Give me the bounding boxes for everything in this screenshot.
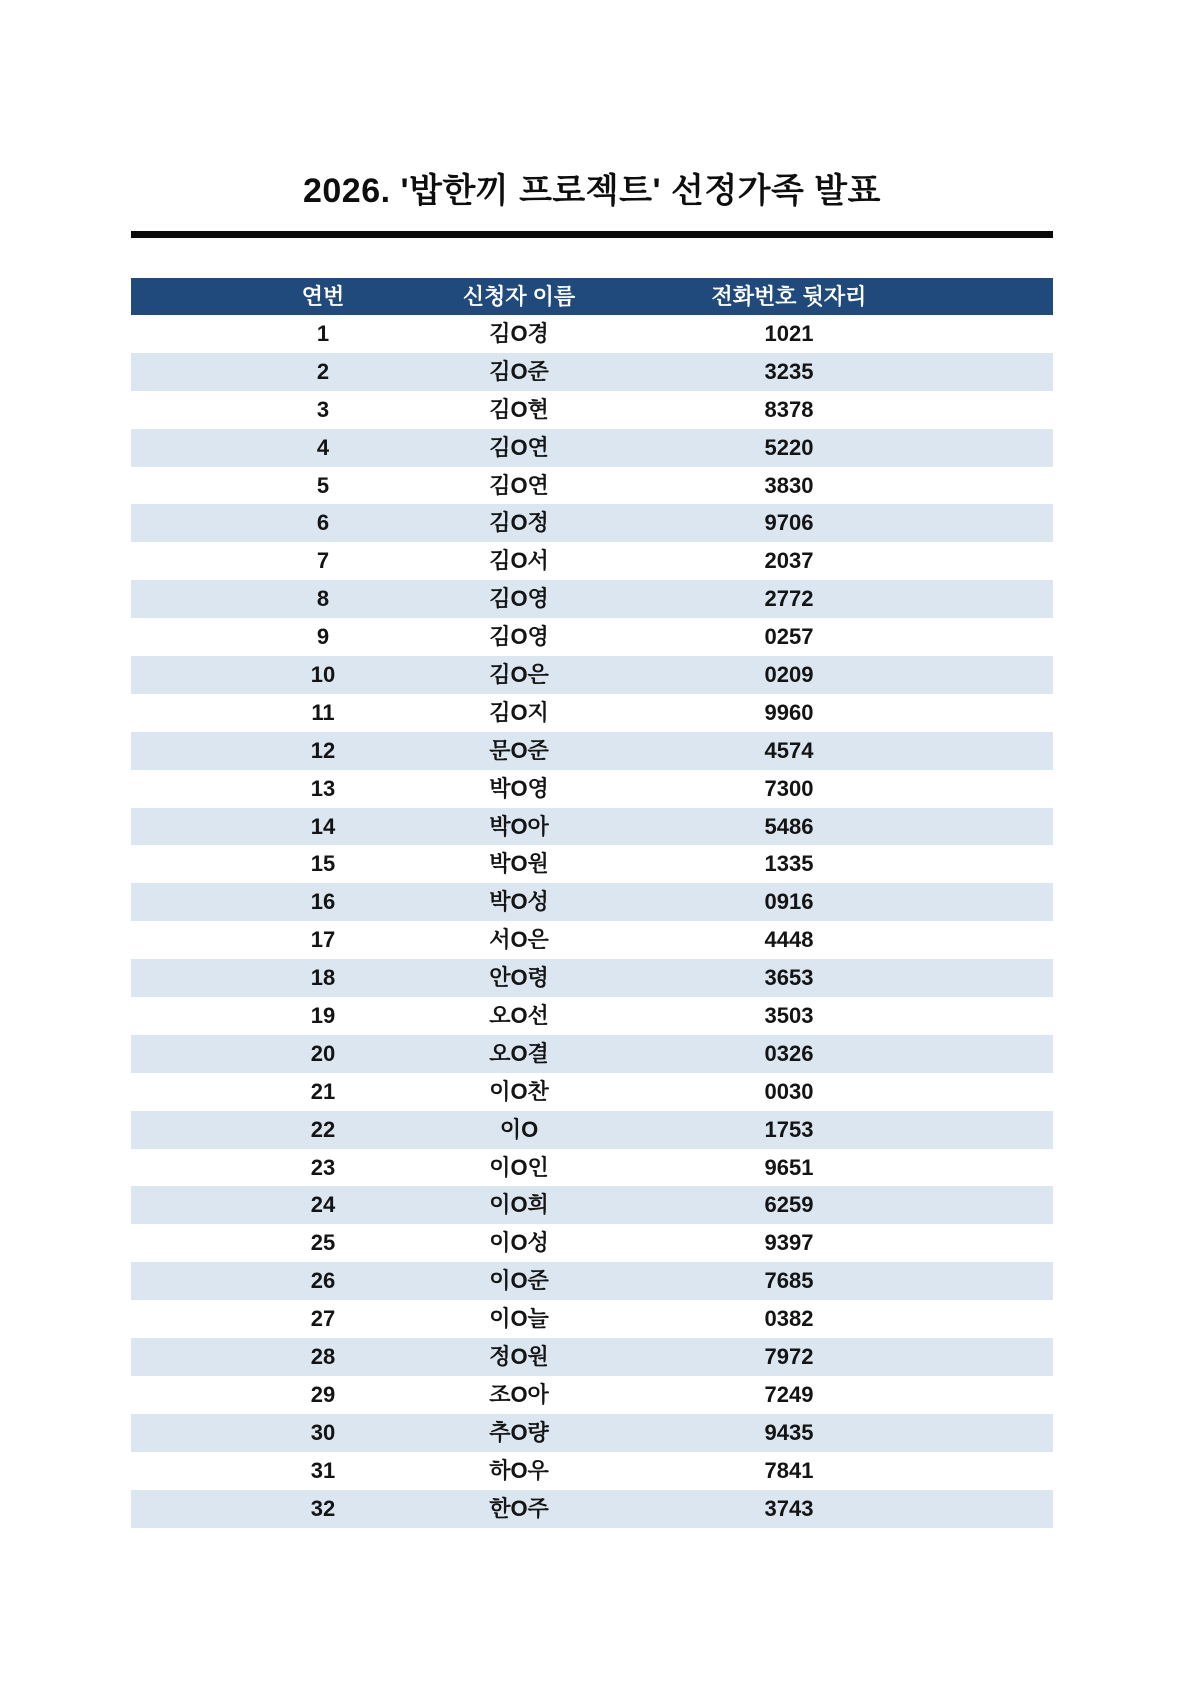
table-row (131, 467, 1053, 505)
cell-name: 이O (499, 1116, 539, 1142)
table-row (131, 542, 1053, 580)
cell-name: 하O우 (489, 1457, 549, 1483)
cell-name: 김O준 (489, 358, 549, 384)
cell-name: 오O선 (489, 1003, 549, 1029)
cell-serial: 20 (310, 1040, 336, 1066)
cell-serial: 14 (310, 813, 336, 839)
table-row (131, 1035, 1053, 1073)
cell-serial: 11 (311, 699, 335, 725)
table-row (131, 391, 1053, 429)
cell-serial: 15 (310, 851, 336, 877)
cell-phone: 0030 (764, 1078, 814, 1104)
table-row (131, 580, 1053, 618)
cell-name: 김O연 (489, 434, 549, 460)
cell-serial: 12 (310, 737, 336, 763)
cell-name: 박O영 (489, 775, 549, 801)
cell-serial: 9 (316, 624, 330, 650)
cell-name: 이O성 (489, 1230, 549, 1256)
cell-phone: 1021 (764, 321, 814, 346)
cell-serial: 26 (310, 1268, 336, 1294)
cell-serial: 24 (310, 1192, 336, 1218)
cell-name: 안O령 (489, 965, 549, 991)
cell-phone: 9397 (764, 1230, 814, 1256)
cell-phone: 7685 (764, 1268, 814, 1294)
col-header-serial: 연번 (301, 284, 345, 309)
cell-name: 문O준 (489, 737, 549, 763)
cell-phone: 7249 (764, 1381, 814, 1407)
table-row (131, 1111, 1053, 1149)
cell-name: 이O찬 (489, 1078, 549, 1104)
cell-phone: 3830 (764, 472, 814, 498)
cell-serial: 10 (310, 662, 336, 688)
cell-serial: 13 (310, 775, 336, 801)
cell-serial: 1 (316, 321, 330, 346)
cell-name: 김O현 (489, 396, 549, 422)
cell-phone: 6259 (764, 1192, 814, 1218)
cell-name: 김O연 (489, 472, 549, 498)
table-row (131, 959, 1053, 997)
cell-phone: 2037 (764, 548, 814, 574)
table-row (131, 1186, 1053, 1224)
cell-phone: 3503 (764, 1003, 814, 1029)
cell-serial: 3 (316, 396, 330, 422)
cell-name: 이O희 (489, 1192, 549, 1218)
cell-name: 김O지 (489, 699, 549, 725)
cell-serial: 22 (310, 1116, 336, 1142)
table-row (131, 1262, 1053, 1300)
table-row (131, 1490, 1053, 1528)
cell-phone: 0916 (764, 889, 814, 915)
cell-phone: 1753 (764, 1116, 814, 1142)
table-row (131, 732, 1053, 770)
cell-serial: 25 (310, 1230, 336, 1256)
cell-phone: 9960 (764, 699, 814, 725)
table-header-row (131, 278, 1053, 315)
cell-serial: 31 (310, 1457, 336, 1483)
cell-name: 조O아 (489, 1381, 549, 1407)
cell-phone: 5486 (764, 813, 814, 839)
table-row (131, 1414, 1053, 1452)
table-row (131, 429, 1053, 467)
cell-name: 한O주 (489, 1495, 549, 1521)
cell-phone: 9435 (764, 1419, 814, 1445)
cell-name: 서O은 (489, 927, 549, 953)
table-row (131, 315, 1053, 353)
cell-serial: 19 (310, 1003, 336, 1029)
cell-serial: 8 (316, 586, 330, 612)
cell-name: 이O준 (489, 1268, 549, 1294)
cell-name: 정O원 (489, 1344, 549, 1370)
table-row (131, 845, 1053, 883)
cell-serial: 23 (310, 1154, 336, 1180)
table-row (131, 1338, 1053, 1376)
cell-name: 박O아 (489, 813, 549, 839)
table-row (131, 1224, 1053, 1262)
cell-name: 추O량 (489, 1419, 549, 1445)
table-body (131, 315, 1053, 1528)
cell-name: 이O늘 (489, 1306, 549, 1332)
cell-phone: 5220 (764, 434, 814, 460)
table-row (131, 921, 1053, 959)
cell-serial: 32 (310, 1495, 336, 1521)
table-row (131, 997, 1053, 1035)
cell-name: 김O영 (489, 586, 549, 612)
cell-phone: 2772 (764, 586, 814, 612)
cell-phone: 1335 (764, 851, 814, 877)
cell-phone: 3743 (764, 1495, 814, 1521)
cell-phone: 4448 (764, 927, 814, 953)
table-row (131, 770, 1053, 808)
cell-phone: 3235 (764, 358, 814, 384)
table-row (131, 808, 1053, 846)
cell-name: 김O정 (489, 510, 549, 536)
cell-phone: 8378 (764, 396, 814, 422)
cell-name: 박O원 (489, 851, 549, 877)
cell-phone: 7841 (764, 1457, 814, 1483)
cell-phone: 9706 (764, 510, 814, 536)
cell-serial: 6 (316, 510, 330, 536)
cell-phone: 0257 (764, 624, 814, 650)
table-row (131, 618, 1053, 656)
cell-name: 박O성 (489, 889, 549, 915)
title-divider (131, 231, 1053, 238)
cell-serial: 30 (310, 1419, 336, 1445)
table-row (131, 694, 1053, 732)
cell-serial: 2 (316, 358, 330, 384)
cell-phone: 9651 (764, 1154, 814, 1180)
cell-serial: 17 (310, 927, 336, 953)
cell-phone: 0209 (764, 662, 814, 688)
cell-serial: 29 (310, 1381, 336, 1407)
cell-phone: 4574 (764, 737, 814, 763)
cell-serial: 27 (310, 1306, 336, 1332)
cell-serial: 5 (316, 472, 330, 498)
cell-serial: 18 (310, 965, 336, 991)
cell-phone: 7972 (764, 1344, 814, 1370)
table-row (131, 1149, 1053, 1187)
table-row (131, 883, 1053, 921)
cell-serial: 28 (310, 1344, 336, 1370)
cell-name: 김O은 (489, 662, 549, 688)
selected-families-table (131, 278, 1053, 1528)
cell-phone: 0382 (764, 1306, 814, 1332)
table-row (131, 1452, 1053, 1490)
table-row (131, 353, 1053, 391)
table-row (131, 1300, 1053, 1338)
cell-serial: 21 (310, 1078, 336, 1104)
cell-phone: 0326 (764, 1040, 814, 1066)
cell-serial: 16 (310, 889, 336, 915)
cell-phone: 3653 (764, 965, 814, 991)
page-title: 2026. '밥한끼 프로젝트' 선정가족 발표 (302, 172, 881, 210)
cell-phone: 7300 (764, 775, 814, 801)
table-row (131, 1073, 1053, 1111)
cell-name: 김O서 (489, 548, 549, 574)
col-header-phone-last-digits: 전화번호 뒷자리 (711, 284, 867, 309)
cell-serial: 4 (316, 434, 330, 460)
table-row (131, 504, 1053, 542)
cell-name: 오O결 (489, 1040, 549, 1066)
cell-name: 김O영 (489, 624, 549, 650)
table-row (131, 1376, 1053, 1414)
table-row (131, 656, 1053, 694)
cell-name: 김O경 (489, 321, 549, 346)
cell-serial: 7 (316, 548, 330, 574)
col-header-applicant-name: 신청자 이름 (462, 284, 576, 309)
cell-name: 이O인 (489, 1154, 549, 1180)
